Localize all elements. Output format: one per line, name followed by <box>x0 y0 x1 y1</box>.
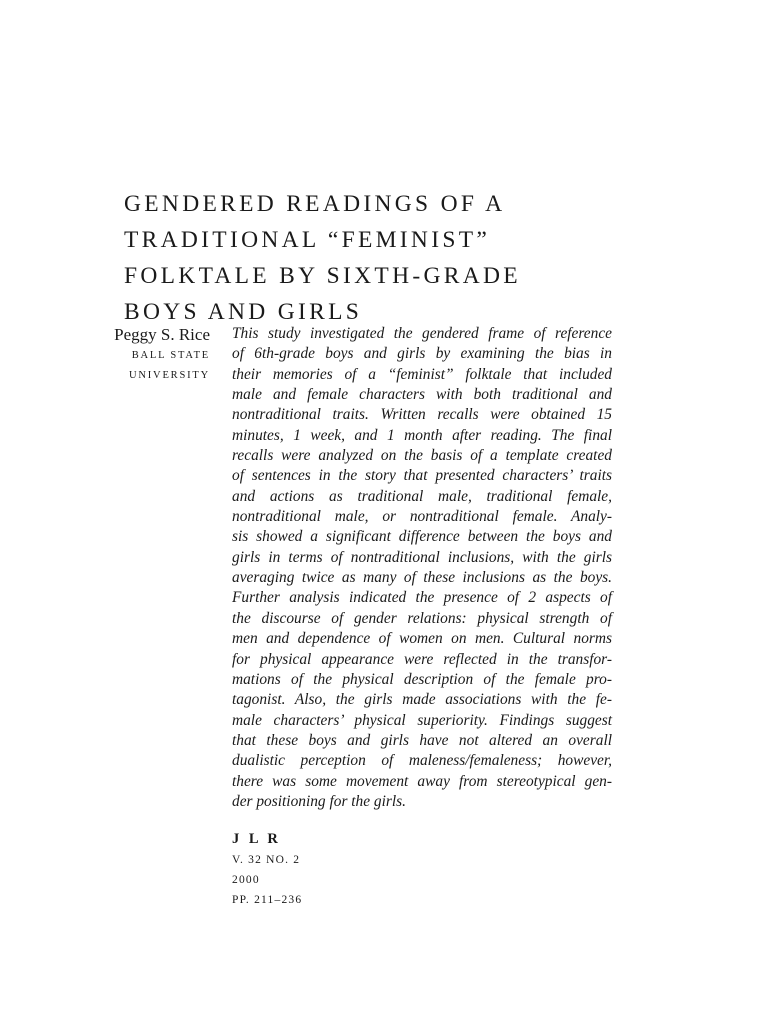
author-affiliation-line: UNIVERSITY <box>129 370 210 381</box>
abstract-line: minutes, 1 week, and 1 month after reading. The final <box>232 426 612 444</box>
abstract-line: nontraditional traits. Written recalls were obtained 15 <box>232 406 612 424</box>
abstract-line: girls in terms of nontraditional inclusions, with the girls <box>232 548 612 566</box>
article-title <box>124 186 724 330</box>
abstract-line: men and dependence of women on men. Cultural norms <box>232 630 612 648</box>
abstract-line: their memories of a “feminist” folktale that included <box>232 365 612 383</box>
abstract-line: mations of the physical description of the female pro- <box>232 670 612 688</box>
abstract-line: This study investigated the gendered frame of reference <box>232 325 612 342</box>
journal-pages: PP. 211–236 <box>232 894 303 906</box>
title-line: TRADITIONAL “FEMINIST” <box>124 227 491 253</box>
abstract-line: male characters’ physical superiority. Findings suggest <box>232 711 612 729</box>
title-line: GENDERED READINGS OF A <box>124 191 506 217</box>
abstract-line: there was some movement away from stereotypical gen- <box>232 772 612 790</box>
abstract-line: of sentences in the story that presented characters’ traits <box>232 467 612 485</box>
abstract-line: and actions as traditional male, traditional female, <box>232 487 612 505</box>
author-affiliation-line: BALL STATE <box>131 350 210 361</box>
abstract <box>232 324 612 812</box>
abstract-line: dualistic perception of maleness/femaleness; however, <box>232 752 612 770</box>
abstract-line: for physical appearance were reflected in the transfor- <box>232 650 612 668</box>
abstract-line: nontraditional male, or nontraditional female. Analy- <box>232 508 612 526</box>
abstract-line: recalls were analyzed on the basis of a template created <box>232 447 612 465</box>
journal-name: J L R <box>232 831 281 847</box>
abstract-line: averaging twice as many of these inclusions as the boys. <box>232 569 612 587</box>
abstract-line: of 6th-grade boys and girls by examining the bias in <box>232 345 612 363</box>
abstract-line: Further analysis indicated the presence of 2 aspects of <box>232 589 612 607</box>
title-line: BOYS AND GIRLS <box>124 299 363 325</box>
title-line: FOLKTALE BY SIXTH-GRADE <box>124 263 521 289</box>
journal-volume: V. 32 NO. 2 <box>232 854 301 866</box>
journal-citation <box>232 828 302 910</box>
abstract-line: der positioning for the girls. <box>232 792 407 810</box>
abstract-line: tagonist. Also, the girls made associations with the fe- <box>232 691 612 709</box>
abstract-line: male and female characters with both traditional and <box>232 386 612 404</box>
author-block <box>114 324 210 386</box>
abstract-line: sis showed a significant difference between the boys and <box>232 528 612 546</box>
abstract-line: the discourse of gender relations: physical strength of <box>232 609 612 627</box>
author-name: Peggy S. Rice <box>114 325 210 344</box>
abstract-line: that these boys and girls have not altered an overall <box>232 731 612 749</box>
journal-year: 2000 <box>232 874 260 886</box>
